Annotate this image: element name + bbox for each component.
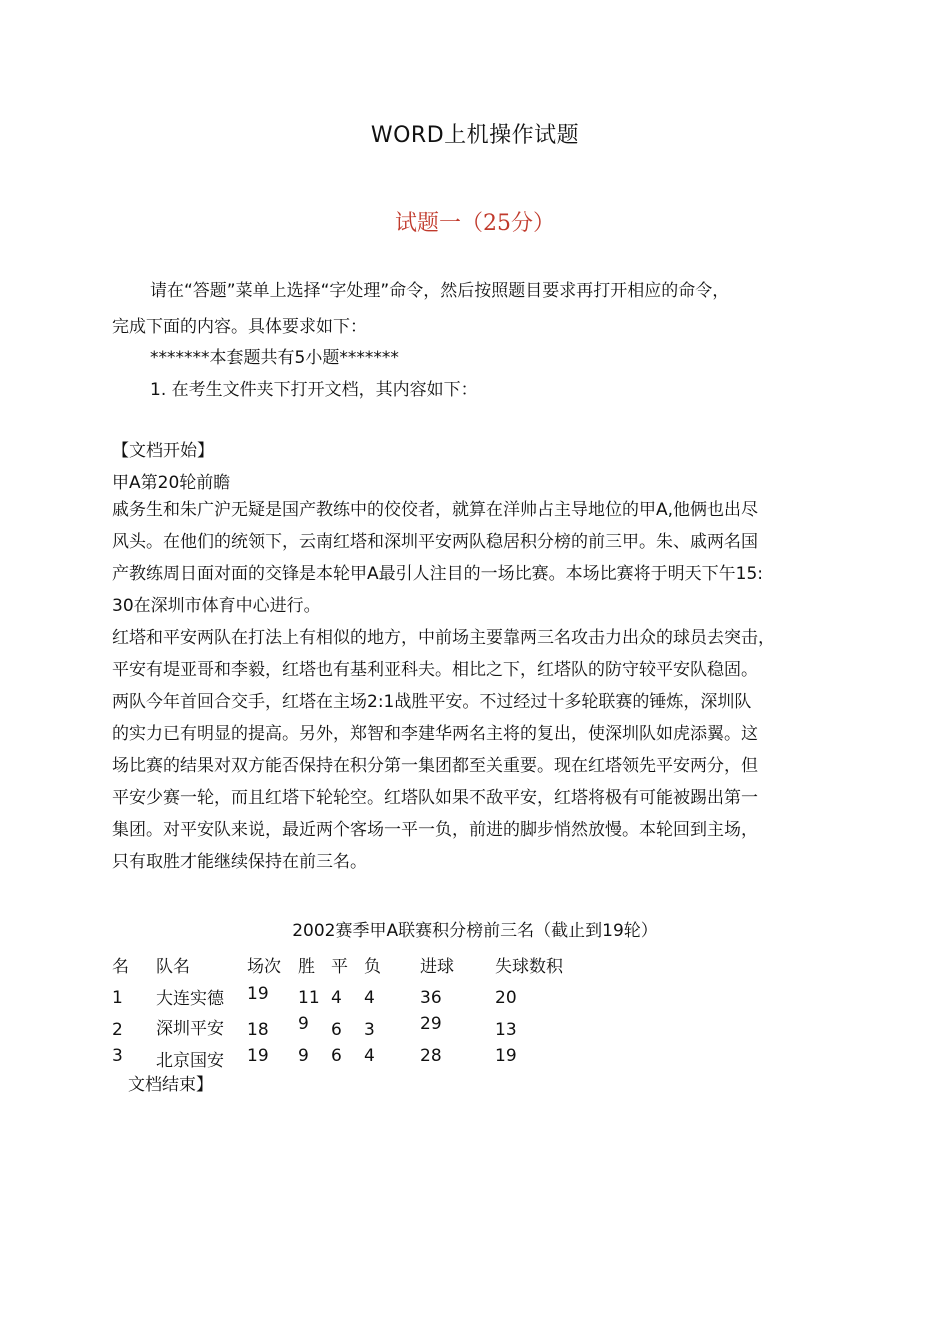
table-cell: 13 bbox=[495, 1020, 517, 1040]
table-header-draws: 平 bbox=[331, 957, 348, 977]
paragraph-2 bbox=[112, 622, 842, 878]
table-cell: 3 bbox=[364, 1020, 375, 1040]
paragraph-1-line: 戚务生和朱广沪无疑是国产教练中的佼佼者，就算在洋帅占主导地位的甲A,他俩也出尽 bbox=[112, 500, 759, 520]
table-cell: 11 bbox=[298, 988, 320, 1008]
table-header-rank: 名 bbox=[112, 957, 129, 977]
paragraph-1-line: 风头。在他们的统领下，云南红塔和深圳平安两队稳居积分榜的前三甲。朱、戚两名国 bbox=[112, 532, 758, 552]
paragraph-2-line: 场比赛的结果对双方能否保持在积分第一集团都至关重要。现在红塔领先平安两分，但 bbox=[112, 756, 758, 776]
table-header-team: 队名 bbox=[156, 957, 190, 977]
table-caption: 2002赛季甲A联赛积分榜前三名（截止到19轮） bbox=[292, 921, 658, 941]
paragraph-1 bbox=[112, 494, 842, 622]
paragraph-1-line: 30在深圳市体育中心进行。 bbox=[112, 596, 321, 616]
table-cell: 18 bbox=[247, 1020, 269, 1040]
table-cell: 36 bbox=[420, 988, 442, 1008]
table-cell: 19 bbox=[495, 1046, 517, 1066]
table-cell: 3 bbox=[112, 1046, 123, 1066]
question-subtitle: 试题一（25分） bbox=[395, 211, 555, 236]
doc-begin-marker: 【文档开始】 bbox=[112, 441, 214, 461]
table-cell: 6 bbox=[331, 1020, 342, 1040]
table-cell: 29 bbox=[420, 1014, 442, 1034]
table-cell: 19 bbox=[247, 984, 269, 1004]
question-count-note: *******本套题共有5小题******* bbox=[150, 348, 399, 368]
intro-line-2: 完成下面的内容。具体要求如下： bbox=[112, 317, 367, 337]
table-cell: 4 bbox=[331, 988, 342, 1008]
table-cell: 9 bbox=[298, 1014, 309, 1034]
paragraph-1-line: 产教练周日面对面的交锋是本轮甲A最引人注目的一场比赛。本场比赛将于明天下午15: bbox=[112, 564, 763, 584]
table-cell: 28 bbox=[420, 1046, 442, 1066]
page-title: WORD上机操作试题 bbox=[370, 123, 580, 148]
table-cell: 4 bbox=[364, 1046, 375, 1066]
paragraph-2-line: 的实力已有明显的提高。另外，郑智和李建华两名主将的复出，使深圳队如虎添翼。这 bbox=[112, 724, 758, 744]
paragraph-2-line: 只有取胜才能继续保持在前三名。 bbox=[112, 852, 367, 872]
step-1-text: 1. 在考生文件夹下打开文档，其内容如下： bbox=[150, 380, 478, 400]
doc-end-marker: 文档结束】 bbox=[128, 1075, 213, 1095]
table-cell: 4 bbox=[364, 988, 375, 1008]
table-header-goals-against: 失球数积 bbox=[495, 957, 563, 977]
paragraph-2-line: 红塔和平安两队在打法上有相似的地方，中前场主要靠两三名攻击力出众的球员去突击， bbox=[112, 628, 775, 648]
table-cell: 9 bbox=[298, 1046, 309, 1066]
paragraph-2-line: 两队今年首回合交手，红塔在主场2:1战胜平安。不过经过十多轮联赛的锤炼，深圳队 bbox=[112, 692, 752, 712]
table-header-goals-for: 进球 bbox=[420, 957, 454, 977]
paragraph-2-line: 平安少赛一轮，而且红塔下轮轮空。红塔队如果不敌平安，红塔将极有可能被踢出第一 bbox=[112, 788, 758, 808]
table-cell: 大连实德 bbox=[156, 989, 224, 1009]
doc-heading: 甲A第20轮前瞻 bbox=[112, 473, 231, 493]
paragraph-2-line: 平安有堤亚哥和李毅，红塔也有基利亚科夫。相比之下，红塔队的防守较平安队稳固。 bbox=[112, 660, 758, 680]
table-cell: 北京国安 bbox=[156, 1051, 224, 1071]
table-cell: 深圳平安 bbox=[156, 1019, 224, 1039]
intro-line-1: 请在“答题”菜单上选择“字处理”命令，然后按照题目要求再打开相应的命令， bbox=[150, 281, 730, 301]
table-cell: 20 bbox=[495, 988, 517, 1008]
paragraph-2-line: 集团。对平安队来说，最近两个客场一平一负，前进的脚步悄然放慢。本轮回到主场， bbox=[112, 820, 758, 840]
table-header-wins: 胜 bbox=[298, 957, 315, 977]
table-cell: 1 bbox=[112, 988, 123, 1008]
table-cell: 19 bbox=[247, 1046, 269, 1066]
table-cell: 6 bbox=[331, 1046, 342, 1066]
table-header-losses: 负 bbox=[364, 957, 381, 977]
table-header-played: 场次 bbox=[247, 957, 281, 977]
table-cell: 2 bbox=[112, 1020, 123, 1040]
